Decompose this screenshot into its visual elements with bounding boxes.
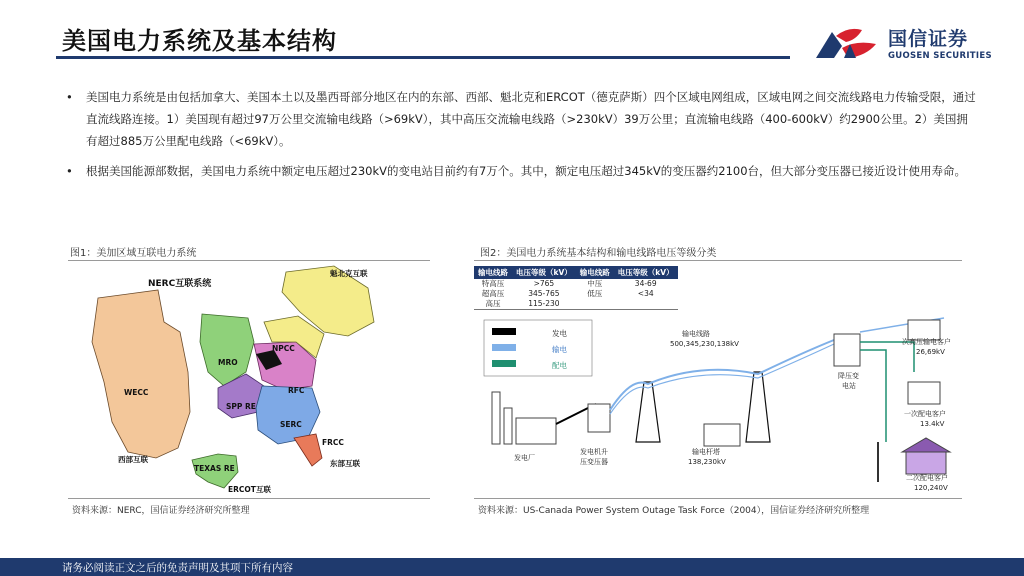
table-header: 电压等级（kV） xyxy=(614,266,678,279)
bullet-item xyxy=(64,86,976,152)
footer-disclaimer: 请务必阅读正文之后的免责声明及其项下所有内容 xyxy=(62,562,293,574)
guosen-logo-icon xyxy=(812,22,884,66)
figure1-source: 资料来源：NERC，国信证券经济研究所整理 xyxy=(72,506,250,516)
figure2-top-rule xyxy=(474,260,962,261)
label-step-up-1: 发电机升 xyxy=(580,448,608,456)
bullet-dot: • xyxy=(66,164,73,178)
figure1-caption: 图1：美加区域互联电力系统 xyxy=(70,248,197,259)
label-customer-trans-2: 26,69kV xyxy=(916,348,945,356)
label-power-plant: 发电厂 xyxy=(514,454,535,462)
map-label-texas: TEXAS RE xyxy=(194,464,235,473)
table-header: 输电线路 xyxy=(576,266,614,279)
table-cell: 中压 xyxy=(587,279,603,288)
map-label-npcc: NPCC xyxy=(272,344,295,353)
bullet-list xyxy=(64,86,976,190)
table-cell: 高压 xyxy=(474,299,512,310)
figure1-top-rule xyxy=(68,260,430,261)
table-cell: 345-765 xyxy=(528,289,560,298)
legend-distribution: 配电 xyxy=(552,361,567,370)
figure2-source: 资料来源：US-Canada Power System Outage Task Force（2004），国信证券经济研究所整理 xyxy=(478,506,870,516)
label-customer-prim-1: 一次配电客户 xyxy=(904,410,946,418)
figure1-bottom-rule xyxy=(68,498,430,499)
table-cell xyxy=(614,299,678,310)
table-cell: 115-230 xyxy=(512,299,576,310)
map-label-ercot: ERCOT互联 xyxy=(228,485,271,494)
legend-generation: 发电 xyxy=(552,329,567,338)
map-label-east: 东部互联 xyxy=(330,459,360,468)
label-step-up-2: 压变压器 xyxy=(580,458,608,466)
logo-text-en: GUOSEN SECURITIES xyxy=(888,51,992,61)
figure2-caption: 图2：美国电力系统基本结构和输电线路电压等级分类 xyxy=(480,248,717,259)
figure2-bottom-rule xyxy=(474,498,962,499)
table-header: 输电线路 xyxy=(474,266,512,279)
label-customer-trans-1: 次高压输电客户 xyxy=(902,338,951,346)
footer-bar xyxy=(0,558,1024,576)
table-header-row xyxy=(474,266,678,279)
map-label-nerc: NERC互联系统 xyxy=(148,279,212,289)
bullet-text: 根据美国能源部数据，美国电力系统中额定电压超过230kV的变电站目前约有7万个。其中，额定电压超过345kV的变压器约2100台，但大部分变压器已接近设计使用寿命。 xyxy=(86,164,967,178)
page-title: 美国电力系统及基本结构 xyxy=(62,27,337,55)
map-label-rfc: RFC xyxy=(288,386,305,395)
map-label-serc: SERC xyxy=(280,420,302,429)
table-cell: 特高压 xyxy=(481,279,505,288)
power-system-diagram xyxy=(474,312,962,494)
label-substation-1: 降压变 xyxy=(838,372,859,380)
label-tower-1: 输电杆塔 xyxy=(692,448,720,456)
map-label-mro: MRO xyxy=(218,358,238,367)
label-tower-2: 138,230kV xyxy=(688,458,726,466)
table-row xyxy=(474,289,678,299)
label-customer-sec-2: 120,240V xyxy=(914,484,948,492)
interconnection-map xyxy=(68,262,430,494)
label-customer-prim-2: 13.4kV xyxy=(920,420,945,428)
title-underline xyxy=(56,56,790,59)
label-line-2: 500,345,230,138kV xyxy=(670,340,739,348)
map-label-spp: SPP RE xyxy=(226,402,256,411)
label-substation-2: 电站 xyxy=(842,382,856,390)
bullet-text: 美国电力系统是由包括加拿大、美国本土以及墨西哥部分地区在内的东部、西部、魁北克和ERCOT（德克萨斯）四个区域电网组成，区域电网之间交流线路电力传输受限，通过直流线路连接。1）美国现有超过97万公里交流输电线路（>69kV），其中高压交流输电线路（>230kV）39万公里；直流输电线路（400-600kV）约2900公里。2）美国拥有超过885万公里配电线路（<69kV）。 xyxy=(86,90,976,148)
table-header: 电压等级（kV） xyxy=(512,266,576,279)
table-row xyxy=(474,299,678,310)
table-cell: >765 xyxy=(533,279,555,288)
table-cell: 低压 xyxy=(587,289,603,298)
map-label-frcc: FRCC xyxy=(322,438,344,447)
table-cell: 超高压 xyxy=(481,289,505,298)
label-line-1: 输电线路 xyxy=(682,330,710,338)
guosen-logo xyxy=(812,22,1012,66)
table-row xyxy=(474,279,678,289)
legend-transmission: 输电 xyxy=(552,345,567,354)
map-label-quebec: 魁北克互联 xyxy=(330,269,368,278)
map-label-west: 西部互联 xyxy=(118,455,148,464)
map-label-wecc: WECC xyxy=(124,388,149,397)
bullet-dot: • xyxy=(66,90,73,104)
table-cell: 34-69 xyxy=(634,279,657,288)
voltage-class-table xyxy=(474,266,678,310)
logo-text-cn: 国信证券 xyxy=(888,28,969,50)
table-cell: <34 xyxy=(637,289,654,298)
bullet-item xyxy=(64,160,976,182)
label-customer-sec-1: 二次配电客户 xyxy=(906,474,948,482)
table-cell xyxy=(576,299,614,310)
